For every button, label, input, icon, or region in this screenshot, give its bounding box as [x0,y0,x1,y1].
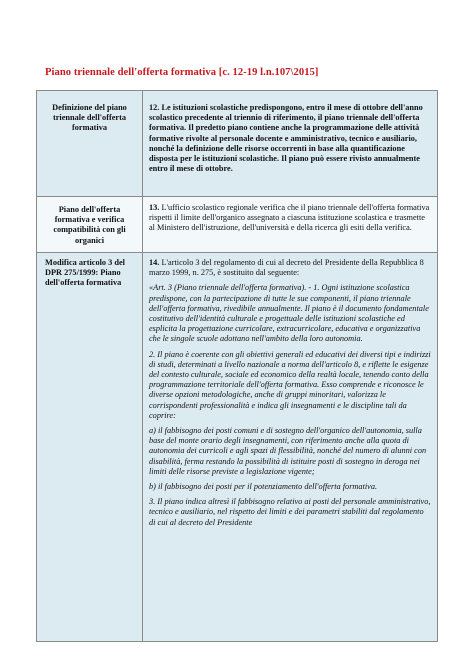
row-heading: Modifica articolo 3 del DPR 275/1999: Piano dell'offerta formativa [37,253,143,642]
paragraph-number: 14. [149,258,160,267]
row-content [143,197,437,252]
paragraph-number: 13. [149,203,160,212]
paragraph-text: Le istituzioni scolastiche predispongono, entro il mese di ottobre dell'anno scolastico precedente al triennio di riferimento, il piano triennale dell'offerta formativa. Il predetto piano contiene anche la programmazione delle attività formative rivolte al personale docente e amministrativo, tecnico e ausiliario, nonché la definizione delle risorse occorrenti in base alla quantificazione disposta per le istituzioni scolastiche. Il piano può essere rivisto annualmente entro il mese di ottobre. [149,103,423,174]
row-heading: Piano dell'offerta formativa e verifica compatibilità con gli organici [37,197,143,252]
table-row [37,253,437,642]
row-heading: Definizione del piano triennale dell'offerta formativa [37,91,143,196]
paragraph-text: L'ufficio scolastico regionale verifica che il piano triennale dell'offerta formativa rispetti il limite dell'organico assegnato a ciascuna istituzione scolastica e trasmette al Ministero dell'istruzione, dell'università e della ricerca gli esiti della verifica. [149,203,430,233]
row-content [143,91,437,196]
intro-paragraph [149,258,431,278]
paragraph-number: 12. [149,103,160,112]
paragraph-text: L'articolo 3 del regolamento di cui al decreto del Presidente della Repubblica 8 marzo 1999, n. 275, è sostituito dal seguente: [149,258,424,278]
article-paragraph: a) il fabbisogno dei posti comuni e di sostegno dell'organico dell'autonomia, sulla base del monte orario degli insegnamenti, con riferimento anche alla quota di autonomia dei curricoli e agli spazi di flessibilità, nonché del numero di alunni con disabilità, ferma restando la possibilità di istituire posti di sostegno in deroga nei limiti delle risorse previste a legislazione vigente; [149,426,427,476]
row-content [143,253,437,642]
article-paragraph: b) il fabbisogno dei posti per il potenziamento dell'offerta formativa. [149,482,378,492]
article-paragraph: 2. Il piano è coerente con gli obiettivi generali ed educativi dei diversi tipi e indirizzi di studi, determinati a livello nazionale a norma dell'articolo 8, e riflette le esigenze del contesto culturale, sociale ed economico della realtà locale, tenendo conto della programmazione territoriale dell'offerta formativa. Esso comprende e riconosce le diverse opzioni metodologiche, anche di gruppi minoritari, valorizza le corrispondenti professionalità e indica gli insegnamenti e le discipline tali da coprire: [149,349,431,420]
table-row [37,197,437,253]
table-row [37,91,437,197]
page-title: Piano triennale dell'offerta formativa [c. 12-19 l.n.107\2015] [45,67,319,78]
article-paragraph: 3. Il piano indica altresì il fabbisogno relativo ai posti del personale amministrativo, tecnico e ausiliario, nel rispetto dei limiti e dei parametri stabiliti dal regolamento di cui al decreto del Presidente [149,497,431,527]
document-table [36,90,438,642]
article-paragraph: «Art. 3 (Piano triennale dell'offerta formativa). - 1. Ogni istituzione scolastica predispone, con la partecipazione di tutte le sue componenti, il piano triennale dell'offerta formativa, rivedibile annualmente. Il piano è il documento fondamentale costitutivo dell'identità culturale e progettuale delle istituzioni scolastiche ed esplicita la progettazione curricolare, extracurricolare, educativa e organizzativa che le singole scuole adottano nell'ambito della loro autonomia. [149,283,429,344]
